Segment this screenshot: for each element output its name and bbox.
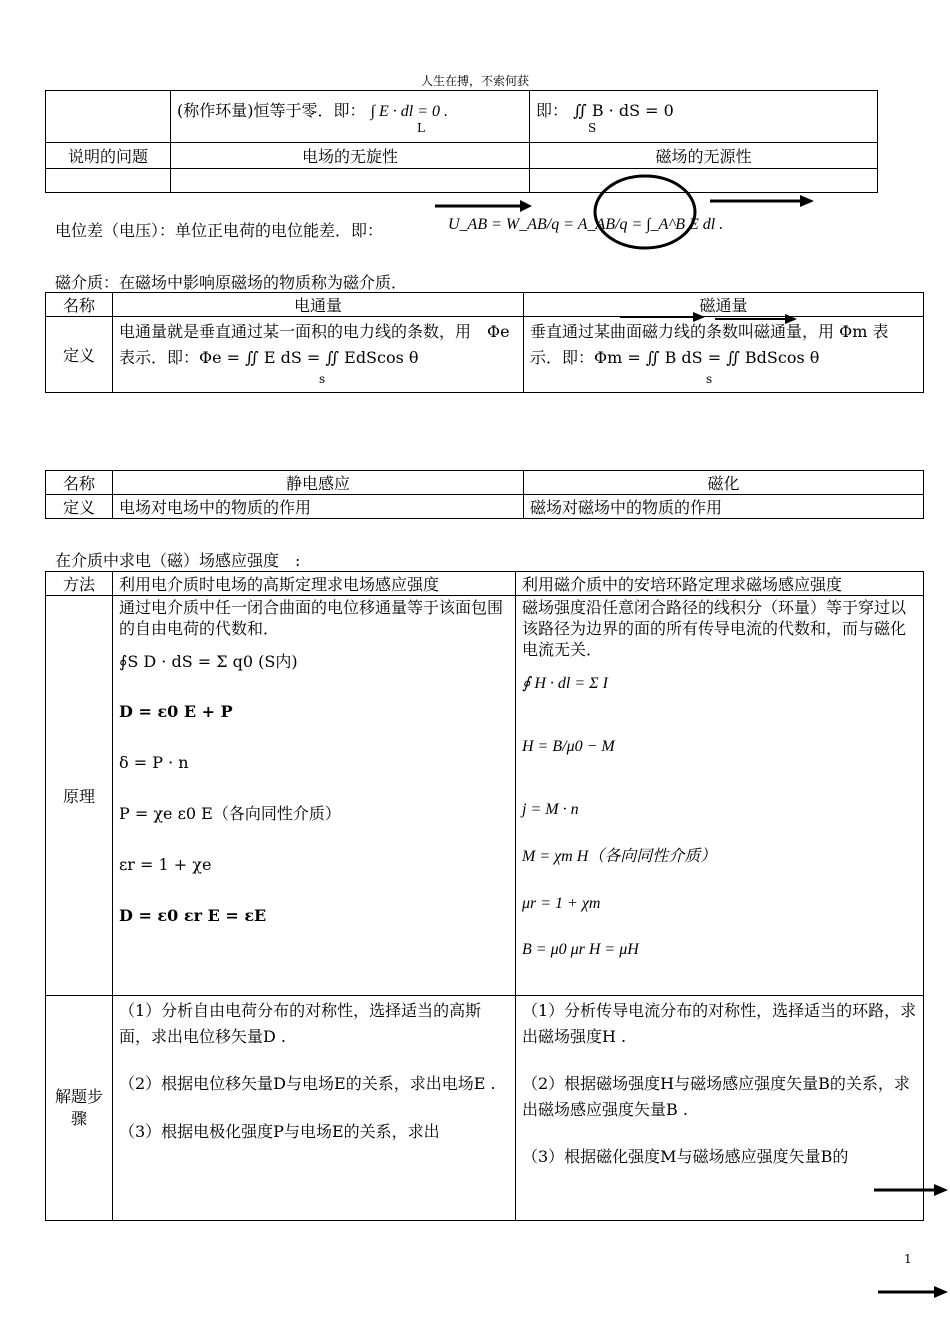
page-number: 1: [904, 1252, 912, 1266]
header-motto: 人生在搏，不索何获: [420, 74, 529, 88]
table-row: [46, 596, 924, 996]
row-label: 说明的问题: [46, 143, 171, 169]
electrostatic-induction-definition: 电场对电场中的物质的作用: [113, 495, 524, 519]
magnetic-step-1: （1）分析传导电流分布的对称性，选择适当的环路，求出磁场强度H .: [522, 1001, 917, 1046]
header-magnetic-flux: 磁通量: [524, 293, 924, 317]
electric-formula-d-final: D = ε0 εr E = εE: [119, 905, 267, 925]
flux-zero-text: 即：: [536, 101, 569, 120]
magnetic-formula-m: M = χm H（各向同性介质）: [522, 847, 717, 865]
header-magnetization: 磁化: [524, 471, 924, 495]
electric-formula-p: P = χe ε0 E（各向同性介质）: [119, 803, 341, 823]
table-row: [46, 91, 878, 143]
magnetic-principle-cell: [516, 596, 924, 996]
right-arrow-icon: [872, 1180, 950, 1200]
header-electric-method: 利用电介质时电场的高斯定理求电场感应强度: [113, 572, 516, 596]
magnetic-formula-ampere: ∮ H · dl = Σ I: [522, 675, 608, 693]
header-electrostatic-induction: 静电感应: [113, 471, 524, 495]
definition-label: 定义: [46, 495, 113, 519]
electric-step-1: （1）分析自由电荷分布的对称性，选择适当的高斯面，求出电位移矢量D .: [119, 1001, 482, 1046]
circulation-cell: [171, 91, 530, 143]
magnetization-definition: 磁场对磁场中的物质的作用: [524, 495, 924, 519]
magnetic-property: 磁场的无源性: [530, 143, 878, 169]
header-electric-flux: 电通量: [113, 293, 524, 317]
electric-principle-text: 通过电介质中任一闭合曲面的电位移通量等于该面包围的自由电荷的代数和．: [119, 598, 504, 638]
electric-formula-d: D = ε0 E + P: [119, 702, 233, 722]
electric-formula-epsilon: εr = 1 + χe: [119, 854, 212, 874]
table-row: [46, 996, 924, 1221]
header-magnetic-method: 利用磁介质中的安培环路定理求磁场感应强度: [516, 572, 924, 596]
header-name: 名称: [46, 471, 113, 495]
header-method: 方法: [46, 572, 113, 596]
magnetic-formula-j: j = M · n: [522, 800, 579, 818]
flux-zero-formula: ∬ B · dS = 0: [573, 101, 674, 120]
flux-zero-sub: S: [588, 121, 597, 135]
table-row: [46, 495, 924, 519]
table-row: [46, 143, 878, 169]
circulation-formula: ∫ E · dl = 0 .: [370, 103, 448, 120]
table-row: [46, 471, 924, 495]
potential-diff-text: 电位差（电压）：单位正电荷的电位能差．即：: [55, 221, 384, 240]
method-table: [45, 571, 924, 1221]
magnetic-step-2: （2）根据磁场强度H与磁场感应强度矢量B的关系，求出磁场感应强度矢量B .: [522, 1074, 910, 1119]
right-arrow-icon: [876, 1282, 950, 1302]
magnetic-medium-definition: 磁介质：在磁场中影响原磁场的物质称为磁介质．: [55, 273, 408, 292]
magnetic-steps-cell: [516, 996, 924, 1221]
electric-steps-cell: [113, 996, 516, 1221]
electric-step-3: （3）根据电极化强度P与电场E的关系，求出: [119, 1121, 440, 1141]
electric-formula-gauss: ∮S D · dS = Σ q0 (S内): [119, 651, 298, 671]
electric-principle-cell: [113, 596, 516, 996]
annotation-arrow-icon: [615, 305, 805, 335]
magnetic-principle-text: 磁场强度沿任意闭合路径的线积分（环量）等于穿过以该路径为边界的面的所有传导电流的代数和，而与磁化电流无关．: [522, 598, 907, 659]
table-row: [46, 572, 924, 596]
header-name: 名称: [46, 293, 113, 317]
magnetic-flux-sub: s: [706, 372, 713, 387]
magnetic-flux-text: 垂直通过某曲面磁力线的条数叫磁通量，用 Φm 表示．即：Φm = ∬ B dS = ∬ BdScos θ: [530, 322, 889, 367]
principle-label: 原理: [46, 596, 113, 996]
electric-flux-definition: [113, 317, 524, 393]
magnetic-formula-b: B = μ0 μr H = μH: [522, 941, 639, 959]
definition-label: 定义: [46, 317, 113, 393]
magnetic-formula-mu: μr = 1 + χm: [522, 894, 601, 912]
circulation-text: (称作环量)恒等于零．即：: [177, 101, 366, 120]
steps-label: 解题步骤: [46, 996, 113, 1221]
induction-table: [45, 470, 924, 519]
medium-section-title: 在介质中求电（磁）场感应强度 :: [55, 551, 301, 570]
magnetic-step-3: （3）根据磁化强度M与磁场感应强度矢量B的: [522, 1147, 849, 1167]
magnetic-formula-h: H = B/μ0 − M: [522, 738, 615, 756]
electric-step-2: （2）根据电位移矢量D与电场E的关系，求出电场E .: [119, 1074, 496, 1094]
electric-property: 电场的无旋性: [171, 143, 530, 169]
potential-diff-formula: U_AB = W_AB/q = A_AB/q = ∫_A^B E dl .: [448, 216, 724, 233]
flux-zero-cell: [530, 91, 878, 143]
electric-flux-sub: s: [319, 372, 326, 387]
circulation-sub: L: [417, 121, 425, 135]
electric-formula-delta: δ = P · n: [119, 753, 189, 773]
electric-flux-text: 电通量就是垂直通过某一面积的电力线的条数，用 Φe 表示．即：Φe = ∬ E dS = ∬ EdScos θ: [119, 322, 510, 367]
annotation-arrows-icon: [420, 170, 950, 260]
